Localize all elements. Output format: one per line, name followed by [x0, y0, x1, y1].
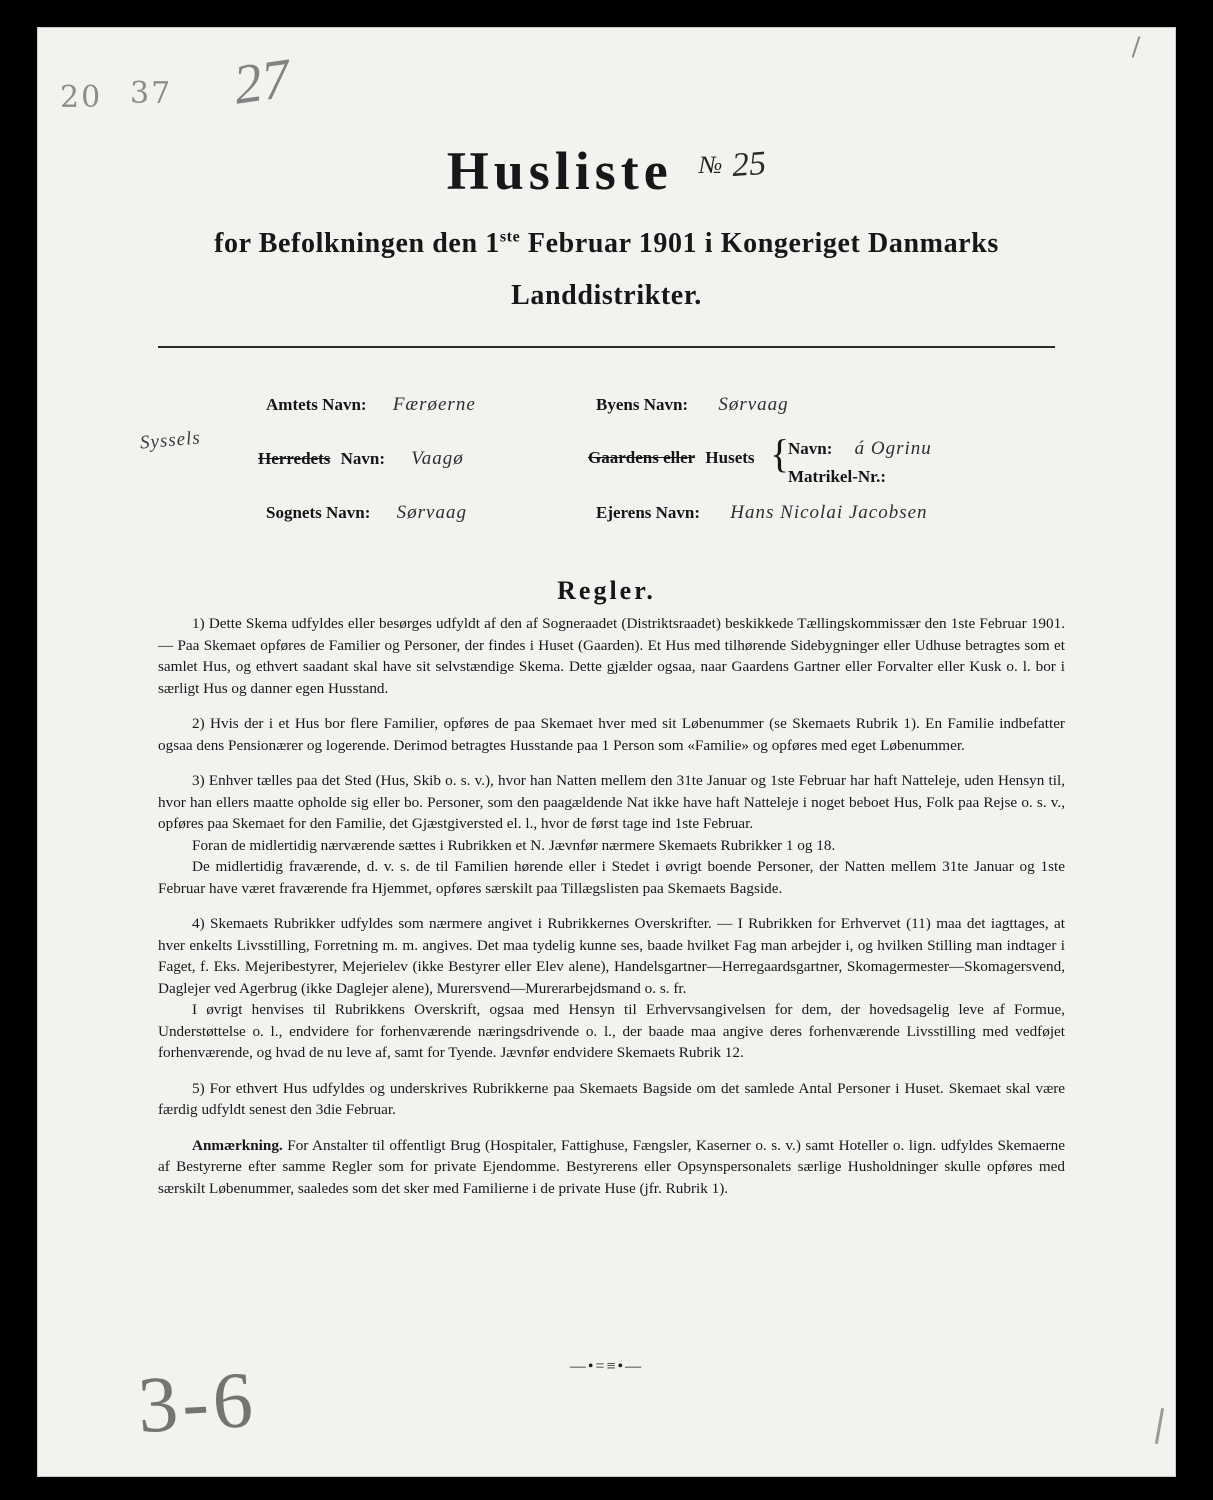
rules-body	[158, 613, 1065, 1213]
rule-note-label: Anmærkning.	[192, 1136, 283, 1154]
brace-icon: {	[770, 431, 790, 476]
field-amt-value: Færøerne	[392, 394, 476, 415]
field-matrikel	[788, 466, 900, 488]
field-matrikel-label: Matrikel-Nr.:	[788, 467, 887, 486]
subtitle-part-a: for Befolkningen den 1	[214, 228, 500, 259]
syssel-annotation: Syssels	[139, 427, 202, 454]
scanned-document-page	[38, 28, 1175, 1476]
field-hus-navn	[788, 438, 932, 460]
field-herred-label-struck: Herredets	[258, 449, 331, 468]
rule-note	[158, 1135, 1065, 1200]
archival-mark-27: 27	[229, 47, 295, 117]
edge-scratch-mark	[1155, 1408, 1164, 1444]
field-hus-navn-label: Navn:	[788, 439, 833, 458]
rule-4b: I øvrigt henvises til Rubrikkens Overskrift, ogsaa med Hensyn til Erhvervsangivelsen for dem, der hovedsagelig leve af Formue, Understøttelse o. l., endvidere for forhenværende næringsdrivende o. l., der baade maa angive deres forhenværende Livsstilling med vedføjet forhenværende, og hvad de nu leve af, samt for Tyende. Jævnfør endvidere Skemaets Rubrik 12.	[158, 1001, 1065, 1061]
field-sogn	[266, 502, 467, 524]
field-by	[596, 394, 789, 416]
page-title	[38, 140, 1175, 202]
field-by-value: Sørvaag	[718, 394, 789, 415]
field-hus-label: Husets	[705, 448, 755, 467]
archival-mark-20: 20	[60, 80, 103, 115]
field-gaard-label-struck: Gaardens eller	[588, 448, 696, 467]
corner-scratch-mark	[1132, 36, 1141, 58]
field-sogn-label: Sognets Navn:	[266, 503, 371, 522]
header-divider	[158, 346, 1055, 348]
subtitle-line-1	[38, 228, 1175, 260]
archival-mark-37: 37	[130, 76, 173, 111]
rule-5: 5) For ethvert Hus udfyldes og underskrives Rubrikkerne paa Skemaets Bagside om det samlede Antal Personer i Huset. Skemaet skal være færdig udfyldt senest den 3die Februar.	[158, 1079, 1065, 1118]
rule-3c: De midlertidig fraværende, d. v. s. de til Familien hørende eller i Stedet i øvrigt boende Personer, der Natten mellem 31te Januar og 1ste Februar have været fraværende fra Hjemmet, opføres særskilt paa Tillægslisten paa Skemaets Bagside.	[158, 858, 1065, 897]
subtitle-ordinal-suffix: ste	[499, 228, 521, 246]
footer-ornament: —•=≡•—	[569, 1358, 644, 1375]
rule-3: 3) Enhver tælles paa det Sted (Hus, Skib o. s. v.), hvor han Natten mellem den 31te Januar og 1ste Februar har haft Natteleje, uden Hensyn til, hvor han ellers maatte opholde sig eller bo. Personer, som den paagældende Nat ikke have haft Natteleje i noget beboet Hus, Folk paa Rejse o. s. v., opføres paa Skemaet for den Familie, det Gjæstgiversted el. l., hvor de først tage ind 1ste Februar.	[158, 772, 1065, 832]
rule-note-text: For Anstalter til offentligt Brug (Hospitaler, Fattighuse, Fængsler, Kaserner o. s. v.) samt Hoteller o. lign. udfyldes Skemaerne af Bestyrerne efter samme Regler som for private Ejendomme. Bestyrerens eller Opsynspersonalets særlige Husholdninger skulle opføres med særskilt Løbenummer, saaledes som det sker med Familierne i de private Huse (jfr. Rubrik 1).	[158, 1136, 1065, 1197]
archival-mark-bottom: 3-6	[135, 1355, 259, 1451]
field-hus-navn-value: á Ogrinu	[854, 438, 932, 459]
field-ejer	[596, 502, 928, 524]
title-husliste: Husliste	[446, 141, 673, 201]
field-ejer-value: Hans Nicolai Jacobsen	[730, 502, 928, 523]
rules-heading: Regler.	[557, 576, 656, 605]
subtitle-line-2: Landdistrikter.	[511, 280, 702, 311]
field-herred-value: Vaagø	[411, 448, 464, 469]
title-number-value: 25	[731, 144, 768, 185]
form-fields-block	[139, 368, 1065, 538]
field-sogn-value: Sørvaag	[396, 502, 467, 523]
subtitle-part-b: Februar 1901 i Kongeriget Danmarks	[520, 228, 999, 259]
field-herred	[258, 448, 464, 470]
title-number-label: №	[698, 152, 723, 179]
field-amt	[266, 394, 476, 416]
paper-surface	[38, 28, 1175, 1476]
rule-2: 2) Hvis der i et Hus bor flere Familier, opføres de paa Skemaet hver med sit Løbenummer (se Skemaets Rubrik 1). En Familie indbefatter ogsaa dens Pensionærer og logerende. Derimod betragtes Husstande paa 1 Person som «Familie» og opføres med eget Løbenummer.	[158, 715, 1065, 754]
rule-1: 1) Dette Skema udfyldes eller besørges udfyldt af den af Sogneraadet (Distriktsraadet) beskikkede Tællingskommissær den 1ste Februar 1901. — Paa Skemaet opføres de Familier og Personer, der findes i Huset (Gaarden). Et Hus med tilhørende Sidebygninger eller Udhuse betragtes som et samlet Hus, og ethvert saadant skal have sit selvstændige Skema. Dette gjælder ogsaa, naar Gaardens Gartner eller Forvalter eller Kusk o. l. bor i særligt Hus og danner egen Husstand.	[158, 615, 1065, 697]
field-by-label: Byens Navn:	[596, 395, 689, 414]
field-amt-label: Amtets Navn:	[266, 395, 367, 414]
field-herred-label: Navn:	[340, 449, 386, 468]
field-ejer-label: Ejerens Navn:	[596, 503, 701, 522]
rule-3b: Foran de midlertidig nærværende sættes i Rubrikken et N. Jævnfør nærmere Skemaets Rubrikker 1 og 18.	[192, 836, 836, 854]
field-gaard-hus-label	[588, 448, 755, 468]
rule-4: 4) Skemaets Rubrikker udfyldes som nærmere angivet i Rubrikkernes Overskrifter. — I Rubrikken for Erhvervet (11) maa det iagttages, at hver enkelts Livsstilling, Forretning m. m. angives. Det maa tydelig kunne ses, baade hvilket Fag man arbejder i, og hvilken Stilling man indtager i Faget, f. Eks. Mejeribestyrer, Mejerielev (ikke Bestyrer eller Elev alene), Handelsgartner—Herregaardsgartner, Skomagermester—Skomagersvend, Daglejer ved Agerbrug (ikke Daglejer alene), Murersvend—Murerarbejdsmand o. s. fr.	[158, 915, 1065, 997]
